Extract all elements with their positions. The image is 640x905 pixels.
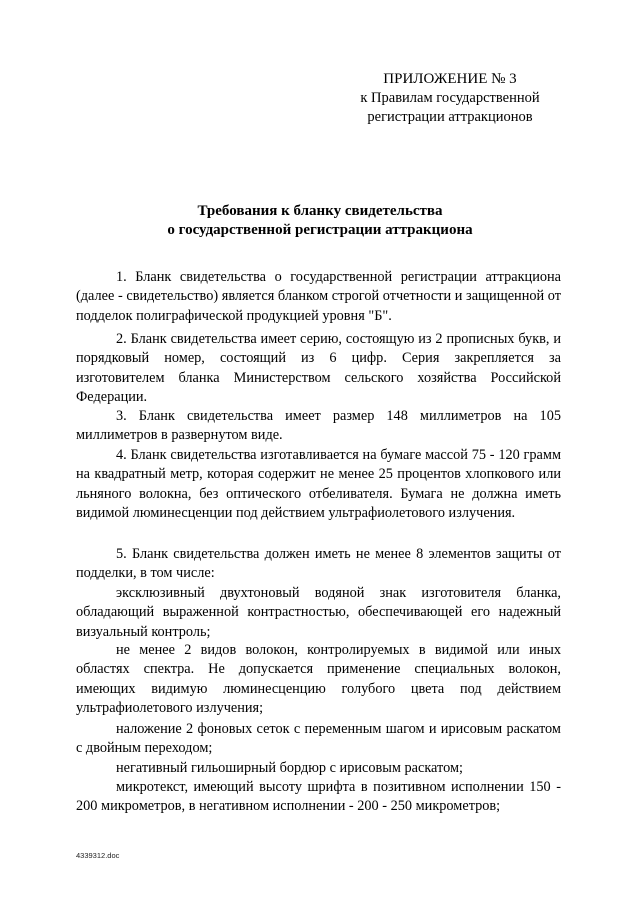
paragraph-8: наложение 2 фоновых сеток с переменным шагом и ирисовым раскатом с двойным переходом;: [76, 721, 561, 757]
appendix-line-2: регистрации аттракционов: [367, 109, 533, 125]
footer-filename: 4339312.doc: [76, 851, 120, 860]
paragraph-7: не менее 2 видов волокон, контролируемых в видимой или иных областях спектра. Не допускается применение специальных волокон, имеющих видимую люминесценцию голубого цвета под действием ультрафиолетового излучения;: [76, 642, 561, 717]
paragraph-1: 1. Бланк свидетельства о государственной регистрации аттракциона (далее - свидетельство) является бланком строгой отчетности и защищенной от подделок полиграфической продукцией уровня "Б".: [76, 269, 561, 324]
appendix-line-1: к Правилам государственной: [360, 90, 540, 106]
paragraph-9: негативный гильоширный бордюр с ирисовым раскатом;: [116, 760, 463, 776]
document-title-line-1: Требования к бланку свидетельства: [197, 203, 443, 219]
paragraph-10: микротекст, имеющий высоту шрифта в позитивном исполнении 150 - 200 микрометров, в негативном исполнении - 200 - 250 микрометров;: [76, 779, 561, 815]
paragraph-3: 3. Бланк свидетельства имеет размер 148 миллиметров на 105 миллиметров в развернутом виде.: [76, 408, 561, 444]
paragraph-6: эксклюзивный двухтоновый водяной знак изготовителя бланка, обладающий выраженной контрастностью, обеспечивающей его надежный визуальный контроль;: [76, 585, 561, 640]
document-title-line-2: о государственной регистрации аттракциона: [167, 222, 473, 238]
paragraph-4: 4. Бланк свидетельства изготавливается на бумаге массой 75 - 120 грамм на квадратный метр, которая содержит не менее 25 процентов хлопкового или льняного волокна, без оптического отбеливателя. Бумага не должна иметь видимой люминесценции под действием ультрафиолетового излучения.: [76, 447, 561, 522]
appendix-title: ПРИЛОЖЕНИЕ № 3: [383, 71, 517, 87]
paragraph-2: 2. Бланк свидетельства имеет серию, состоящую из 2 прописных букв, и порядковый номер, состоящий из 6 цифр. Серия закрепляется за изготовителем бланка Министерством сельского хозяйства Российской Федерации.: [76, 331, 561, 406]
paragraph-5: 5. Бланк свидетельства должен иметь не менее 8 элементов защиты от подделки, в том числе:: [76, 546, 561, 582]
